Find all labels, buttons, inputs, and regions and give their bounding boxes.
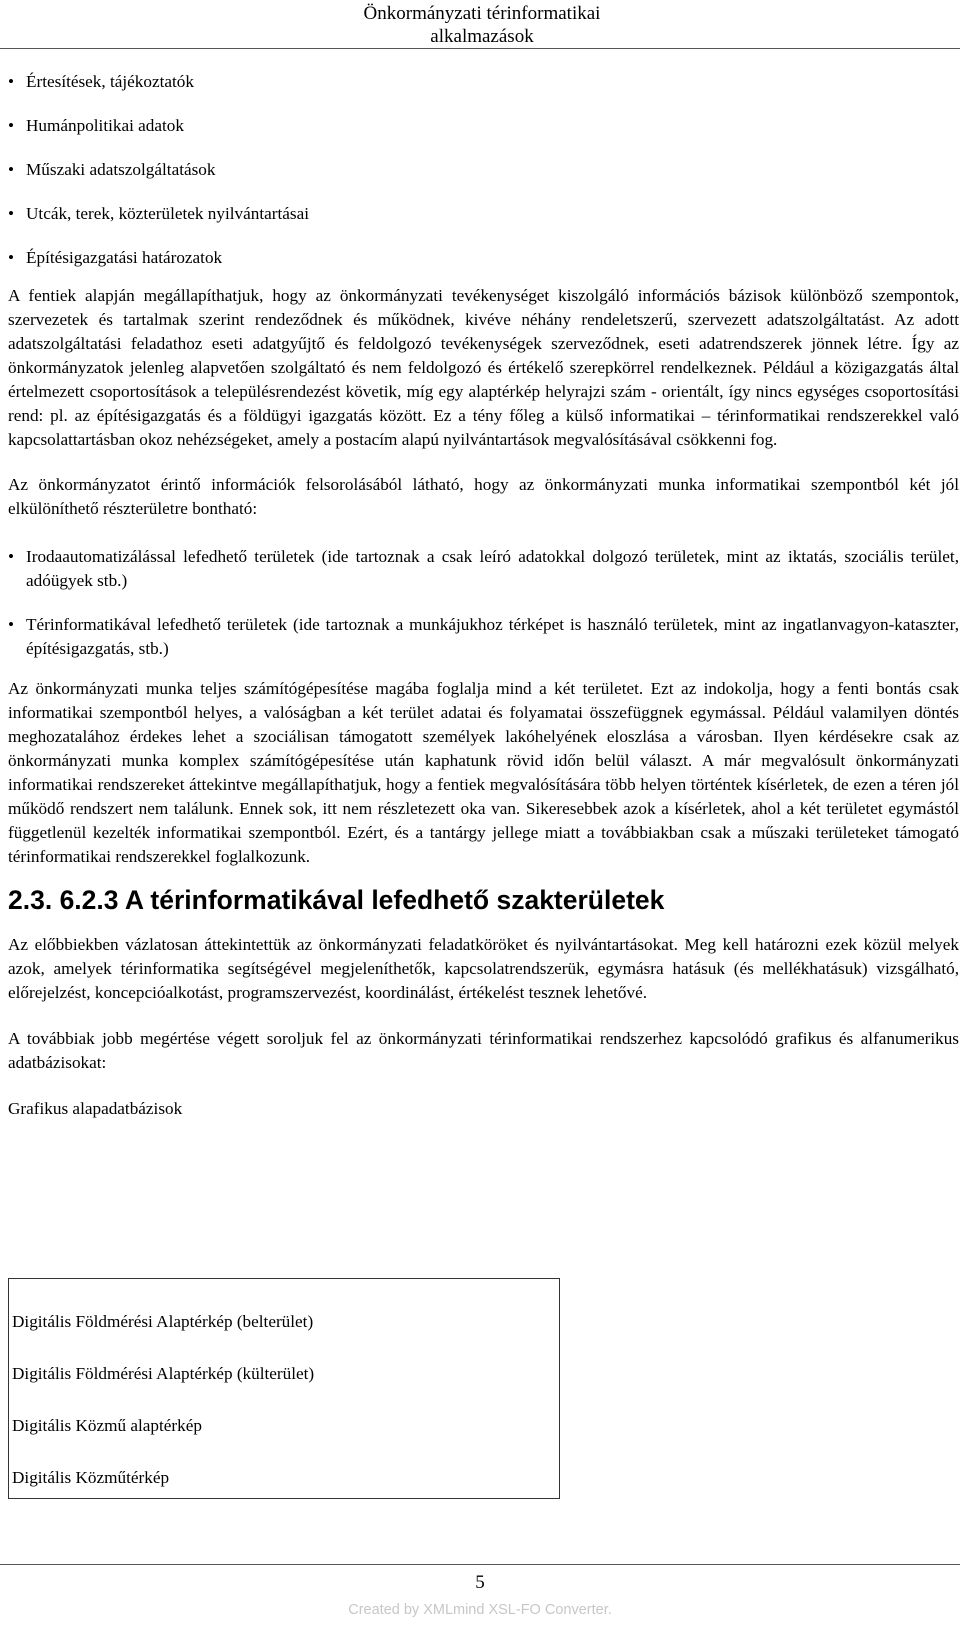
list-item: • Humánpolitikai adatok	[8, 114, 959, 138]
paragraph: Az önkormányzati munka teljes számítógépesítése magába foglalja mind a két területet. Ezt az indokolja, hogy a fenti bontás csak informatikai szempontból helyes, a valóságban a két terület adatai és folyamatai összefüggnek egymással. Például valamilyen döntés meghozatalához érdekes lehet a szociálisan támogatott személyek lakóhelyének eloszlása a városban. Ilyen kérdésekre csak az önkormányzati munka komplex számítógépesítése után kaphatunk rövid időn belül választ. A már megvalósult önkormányzati informatikai rendszereket áttekintve megállapíthatjuk, hogy a fentiek megvalósítására több helyen történtek kísérletek, de ezen a téren jól működő rendszert nem találunk. Ennek sok, itt nem részletezett oka van. Sikeresebbek azok a kísérletek, ahol a két területet egymástól függetlenül kezelték informatikai szempontból. Ezért, és a tantárgy jellege miatt a továbbiakban csak a műszaki területeket támogató térinformatikai rendszerekkel foglalkozunk.	[8, 679, 959, 866]
page-number: 5	[475, 1572, 485, 1593]
database-item: Digitális Közműtérkép	[12, 1468, 170, 1487]
paragraph: A továbbiak jobb megértése végett soroljuk fel az önkormányzati térinformatikai rendszerhez kapcsolódó grafikus és alfanumerikus adatbázisokat:	[8, 1029, 959, 1072]
page-header	[0, 0, 960, 49]
list-item: • Műszaki adatszolgáltatások	[8, 158, 959, 182]
converter-credit: Created by XMLmind XSL-FO Converter.	[348, 1602, 612, 1618]
database-box	[8, 1278, 560, 1499]
list-item: • Építésigazgatási határozatok	[8, 246, 959, 270]
header-title: Önkormányzati térinformatikai alkalmazások	[363, 3, 601, 47]
database-item: Digitális Közmű alaptérkép	[12, 1416, 202, 1435]
section-heading: 2.3. 6.2.3 A térinformatikával lefedhető szakterületek	[8, 885, 665, 915]
bullet-list-records	[8, 70, 959, 270]
list-item: • Irodaautomatizálással lefedhető területek (ide tartoznak a csak leíró adatokkal dolgozó területek, mint az iktatás, szociális terület, adóügyek stb.)	[8, 545, 959, 593]
paragraph: Az előbbiekben vázlatosan áttekintettük az önkormányzati feladatköröket és nyilvántartásokat. Meg kell határozni ezek közül melyek azok, amelyek térinformatika segítségével megjeleníthetők, kapcsolatrendszerük, egymásra hatásuk (és mellékhatásuk) vizsgálható, előrejelzést, koncepcióalkotást, programszervezést, koordinálást, értékelést tesznek lehetővé.	[8, 935, 959, 1002]
list-item: • Értesítések, tájékoztatók	[8, 70, 959, 94]
list-item: • Térinformatikával lefedhető területek (ide tartoznak a munkájukhoz térképet is használó területek, mint az ingatlanvagyon-kataszter, építésigazgatás, stb.)	[8, 613, 959, 661]
database-item: Digitális Földmérési Alaptérkép (külterület)	[12, 1364, 315, 1383]
database-item: Digitális Földmérési Alaptérkép (belterület)	[12, 1312, 314, 1331]
paragraph-label: Grafikus alapadatbázisok	[8, 1099, 183, 1118]
list-item: • Utcák, terek, közterületek nyilvántartásai	[8, 202, 959, 226]
bullet-list-areas	[8, 545, 959, 661]
paragraph: A fentiek alapján megállapíthatjuk, hogy az önkormányzati tevékenységet kiszolgáló információs bázisok különböző szempontok, szervezetek és tartalmak szerint rendeződnek és működnek, kivéve néhány rendeletszerű, szervezett adatszolgáltatást. Az adott adatszolgáltatási feladathoz eseti adatgyűjtő és feldolgozó tevékenységek szerveződnek, eseti adatrendszerek jönnek létre. Így az önkormányzatok jelenleg alapvetően szolgáltató és nem feldolgozó és értékelő szerepkörrel rendelkeznek. Például a közigazgatás által értelmezett csoportosítások a településrendezést követik, míg egy alaptérkép helyrajzi szám - orientált, így nincs egységes csoportosítási rend: pl. az építésigazgatás és a földügyi igazgatás között. Ez a tény főleg a külső informatikai – térinformatikai rendszerekkel való kapcsolattartásban okoz nehézségeket, amely a postacím alapú nyilvántartások megvalósításával csökkenni fog.	[8, 286, 959, 449]
page-content	[8, 70, 959, 1142]
footer-divider	[0, 1564, 960, 1565]
paragraph: Az önkormányzatot érintő információk felsorolásából látható, hogy az önkormányzati munka informatikai szempontból két jól elkülöníthető részterületre bontható:	[8, 475, 959, 518]
